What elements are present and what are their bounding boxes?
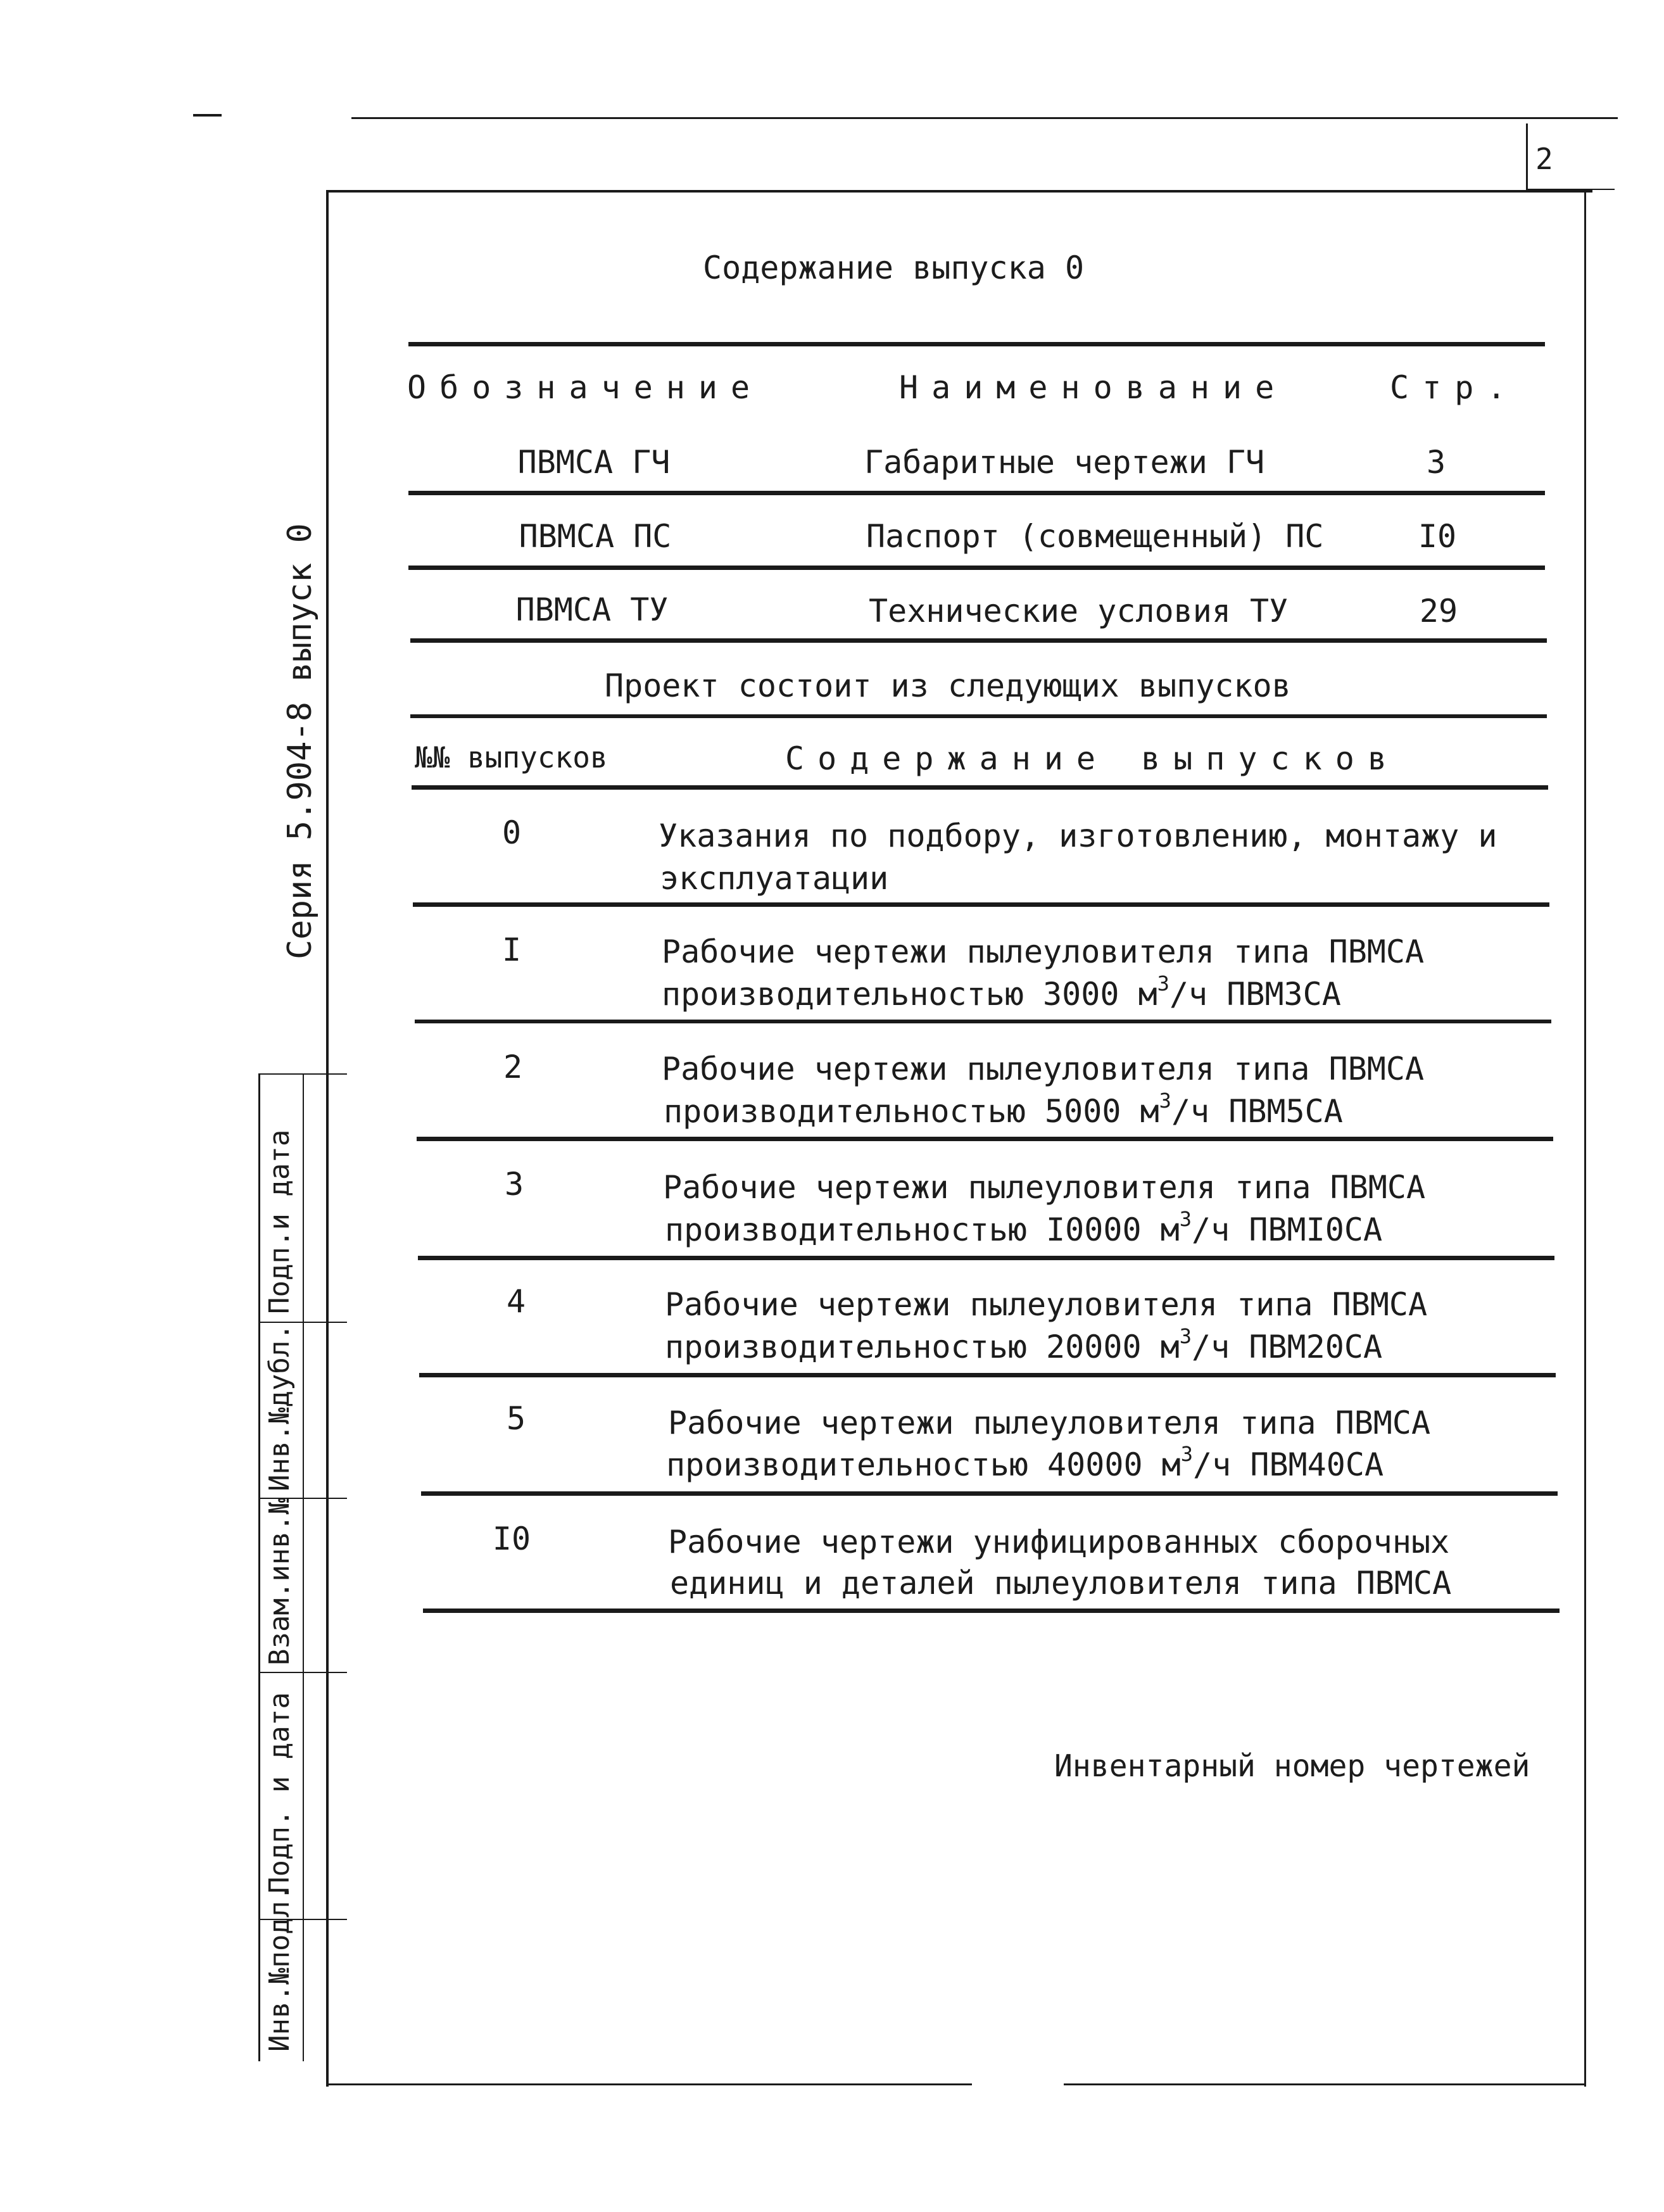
stamp-cell-signature-date: Подп. и дата [263,1692,296,1893]
issue-divider [421,1491,1558,1496]
issue-capacity: производительностью 5000 м [664,1093,1159,1130]
header-designation: Обозначение [407,369,764,406]
issue-divider [419,1373,1556,1377]
issue-capacity: производительностью 20000 м [665,1329,1180,1365]
row-divider [408,491,1545,495]
row-page: 3 [1426,444,1446,481]
issue-text-line1: Указания по подбору, изготовлению, монтажу и [659,818,1497,854]
issue-text-line1: Рабочие чертежи пылеуловителя типа ПВМСА [668,1405,1431,1441]
contents-top-rule [408,342,1545,346]
contents-title: Содержание выпуска 0 [703,250,1085,286]
stamp-cell-replacement-inv: Взам.инв.№ [263,1498,296,1665]
issue-text-line2 [665,1324,1383,1365]
issue-text-line1: Рабочие чертежи пылеуловителя типа ПВМСА [662,933,1425,970]
row-divider [408,566,1545,570]
issue-text-line2 [662,971,1341,1013]
issue-text-line1: Рабочие чертежи пылеуловителя типа ПВМСА [665,1286,1428,1323]
header-issue-contents: Содержание выпусков [785,740,1400,777]
row-designation: ПВМСА ПС [519,518,672,555]
issue-text-line2: эксплуатации [660,860,889,897]
stamp-cell-divider [258,1672,347,1673]
issue-text-line1: Рабочие чертежи пылеуловителя типа ПВМСА [663,1169,1426,1206]
stamp-cell-inv-original: Инв.№подл. [263,1884,296,2052]
issue-number: 4 [506,1283,526,1320]
frame-top [326,190,1592,193]
frame-left [326,190,329,2087]
page-number-box-left [1526,123,1528,190]
issue-capacity: производительностью 40000 м [666,1446,1181,1483]
stamp-cell-divider [258,1073,347,1075]
issue-divider [418,1256,1554,1260]
issues-top-rule [410,714,1547,718]
row-name: Паспорт (совмещенный) ПС [866,518,1324,555]
corner-mark [193,114,222,117]
superscript-3: 3 [1179,1207,1192,1231]
series-label: Серия 5.904-8 выпуск 0 [281,523,319,959]
header-issue-number: №№ выпусков [415,740,608,774]
issue-text-line2 [665,1207,1383,1248]
superscript-3: 3 [1179,1324,1192,1348]
issue-text-line1: Рабочие чертежи унифицированных сборочных [668,1524,1450,1560]
superscript-3: 3 [1180,1442,1194,1466]
stamp-cell-inv-duplicate: Инв.№дубл. [263,1324,296,1491]
issue-number: 2 [503,1049,523,1085]
issue-text-line2: единиц и деталей пылеуловителя типа ПВМСА [670,1565,1452,1602]
superscript-3: 3 [1157,971,1169,995]
issue-number: I [501,932,522,968]
issue-text-line1: Рабочие чертежи пылеуловителя типа ПВМСА [662,1051,1425,1087]
contents-bottom-rule [410,638,1547,643]
issue-number: I0 [492,1520,531,1557]
row-name: Габаритные чертежи ГЧ [864,444,1265,481]
header-name: Наименование [899,369,1288,406]
row-name: Технические условия ТУ [869,593,1289,629]
stamp-mid-border [303,1073,304,2061]
issues-bottom-rule [423,1608,1560,1613]
row-page: I0 [1418,518,1457,555]
issue-model: /ч ПВМ3СА [1169,976,1341,1013]
issue-model: /ч ПВМ20СА [1192,1329,1383,1365]
issue-number: 5 [506,1400,526,1437]
row-page: 29 [1419,593,1458,629]
frame-bottom-right [1064,2083,1586,2085]
issue-text-line2 [666,1442,1384,1483]
superscript-3: 3 [1159,1089,1171,1113]
issue-model: /ч ПВМ5СА [1171,1093,1343,1130]
row-designation: ПВМСА ТУ [515,591,669,628]
issue-number: 0 [501,814,522,851]
top-rule [351,117,1618,119]
issue-divider [417,1137,1553,1141]
issue-number: 3 [504,1166,524,1203]
inventory-number-label: Инвентарный номер чертежей [1054,1748,1530,1784]
stamp-cell-signature-date-2: Подп.и дата [263,1129,296,1314]
issue-capacity: производительностью 3000 м [662,976,1157,1013]
issue-divider [413,902,1549,907]
header-page: Стр. [1390,369,1520,406]
issue-capacity: производительностью I0000 м [665,1211,1180,1248]
frame-bottom [326,2083,972,2085]
issue-text-line2 [664,1089,1343,1130]
issues-header-rule [412,785,1548,790]
page-number: 2 [1535,142,1553,176]
issue-model: /ч ПВМ40СА [1193,1446,1384,1483]
stamp-left-border [258,1073,260,2061]
stamp-cell-divider [258,1322,347,1323]
issue-model: /ч ПВМI0СА [1192,1211,1383,1248]
issue-divider [415,1020,1551,1023]
project-note: Проект состоит из следующих выпусков [605,667,1291,704]
frame-right [1584,190,1586,2087]
row-designation: ПВМСА ГЧ [517,444,671,481]
